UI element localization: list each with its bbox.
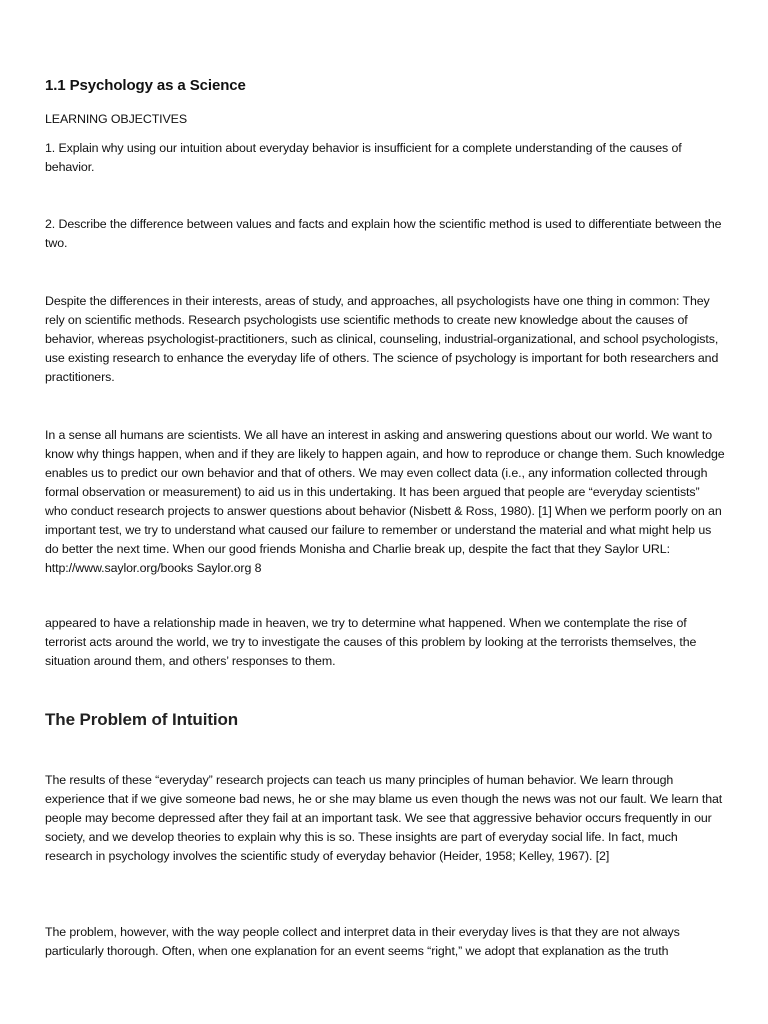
body-paragraph: In a sense all humans are scientists. We all have an interest in asking and answering questions about our world. We want to know why things happen, when and if they are likely to happen again, and how to reproduce or change them. Such knowledge enables us to predict our own behavior and that of others. We may even collect data (i.e., any information collected through formal observation or measurement) to aid us in this undertaking. It has been argued that people are “everyday scientists” who conduct research projects to answer questions about behavior (Nisbett & Ross, 1980). [1] When we perform poorly on an important test, we try to understand what caused our failure to remember or understand the material and what might help us do better the next time. When our good friends Monisha and Charlie break up, despite the fact that they Saylor URL: http://www.saylor.org/books Saylor.org 8 [45, 428, 725, 575]
subsection-title: The Problem of Intuition [45, 710, 239, 729]
body-paragraph: Despite the differences in their interests, areas of study, and approaches, all psychologists have one thing in common: They rely on scientific methods. Research psychologists use scientific methods to create new knowledge about the causes of behavior, whereas psychologist-practitioners, such as clinical, counseling, industrial-organizational, and school psychologists, use existing research to enhance the everyday life of others. The science of psychology is important for both researchers and practitioners. [45, 294, 719, 384]
objective-item: 1. Explain why using our intuition about everyday behavior is insufficient for a complete understanding of the causes of behavior. [45, 141, 682, 174]
body-paragraph: The problem, however, with the way people collect and interpret data in their everyday lives is that they are not always particularly thorough. Often, when one explanation for an event seems “right,” we adopt that explanation as the truth [45, 925, 680, 958]
learning-objectives-heading: LEARNING OBJECTIVES [45, 112, 188, 126]
section-title: 1.1 Psychology as a Science [45, 77, 246, 94]
body-paragraph: appeared to have a relationship made in heaven, we try to determine what happened. When we contemplate the rise of terrorist acts around the world, we try to investigate the causes of this problem by looking at the terrorists themselves, the situation around them, and others’ responses to them. [45, 616, 697, 668]
body-paragraph: The results of these “everyday” research projects can teach us many principles of human behavior. We learn through experience that if we give someone bad news, he or she may blame us even though the news was not our fault. We learn that people may become depressed after they fail at an important task. We see that aggressive behavior occurs frequently in our society, and we develop theories to explain why this is so. These insights are part of everyday social life. In fact, much research in psychology involves the scientific study of everyday behavior (Heider, 1958; Kelley, 1967). [2] [45, 773, 723, 863]
objective-item: 2. Describe the difference between values and facts and explain how the scientific method is used to differentiate between the two. [45, 217, 722, 250]
